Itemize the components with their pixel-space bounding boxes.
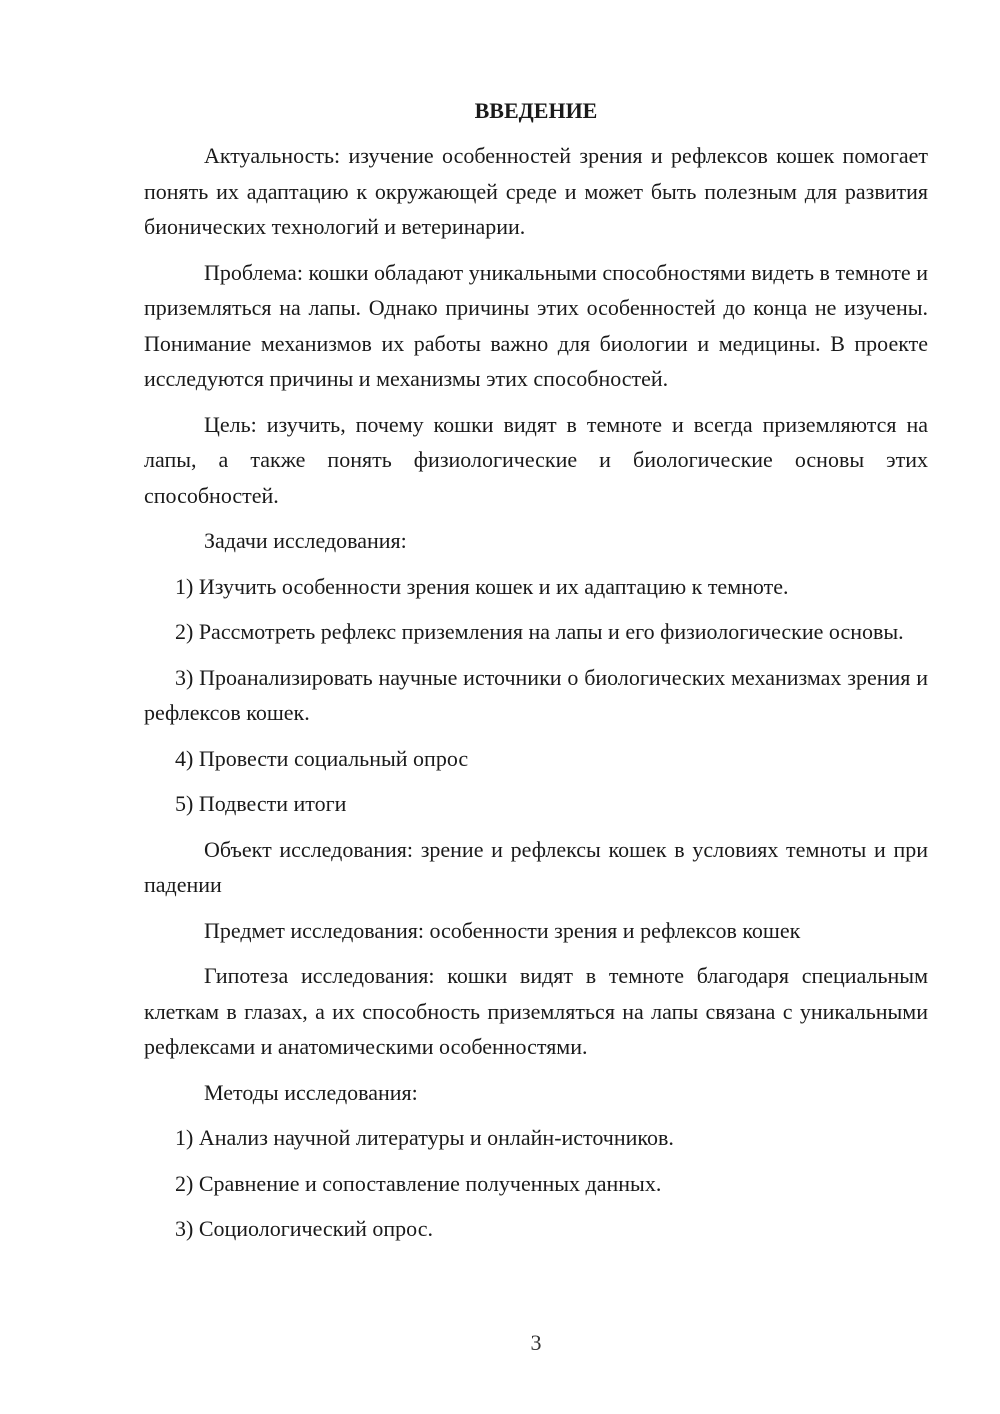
task-item-2: 2) Рассмотреть рефлекс приземления на лапы и его физиологические основы.: [175, 619, 904, 644]
method-item-2: 2) Сравнение и сопоставление полученных данных.: [175, 1170, 662, 1196]
paragraph-subject: Предмет исследования: особенности зрения и рефлексов кошек: [204, 917, 801, 943]
task-item-4: 4) Провести социальный опрос: [175, 745, 469, 771]
task-item-1: 1) Изучить особенности зрения кошек и их адаптацию к темноте.: [175, 573, 789, 599]
paragraph-object: Объект исследования: зрение и рефлексы кошек в условиях темноты и при падении: [144, 836, 928, 897]
methods-title: Методы исследования:: [204, 1079, 418, 1105]
paragraph-relevance: Актуальность: изучение особенностей зрения и рефлексов кошек помогает понять их адаптацию к окружающей среде и может быть полезным для развития бионических технологий и ветеринарии.: [144, 143, 928, 239]
method-item-1: 1) Анализ научной литературы и онлайн-источников.: [175, 1125, 674, 1150]
section-heading: ВВЕДЕНИЕ: [474, 98, 598, 123]
document-page: [144, 92, 928, 1257]
paragraph-problem: Проблема: кошки обладают уникальными способностями видеть в темноте и приземляться на лапы. Однако причины этих особенностей до конца не изучены. Понимание механизмов их работы важно для биологии и медицины. В проекте исследуются причины и механизмы этих способностей.: [144, 259, 928, 391]
task-item-5: 5) Подвести итоги: [175, 791, 347, 816]
paragraph-goal: Цель: изучить, почему кошки видят в темноте и всегда приземляются на лапы, а также понять физиологические и биологические основы этих способностей.: [144, 411, 928, 508]
page-number: 3: [530, 1330, 542, 1355]
tasks-title: Задачи исследования:: [204, 528, 407, 553]
method-item-3: 3) Социологический опрос.: [175, 1216, 433, 1241]
paragraph-hypothesis: Гипотеза исследования: кошки видят в темноте благодаря специальным клеткам в глазах, а их способность приземляться на лапы связана с уникальными рефлексами и анатомическими особенностями.: [144, 963, 928, 1059]
task-item-3: 3) Проанализировать научные источники о биологических механизмах зрения и рефлексов кошек.: [144, 664, 928, 725]
